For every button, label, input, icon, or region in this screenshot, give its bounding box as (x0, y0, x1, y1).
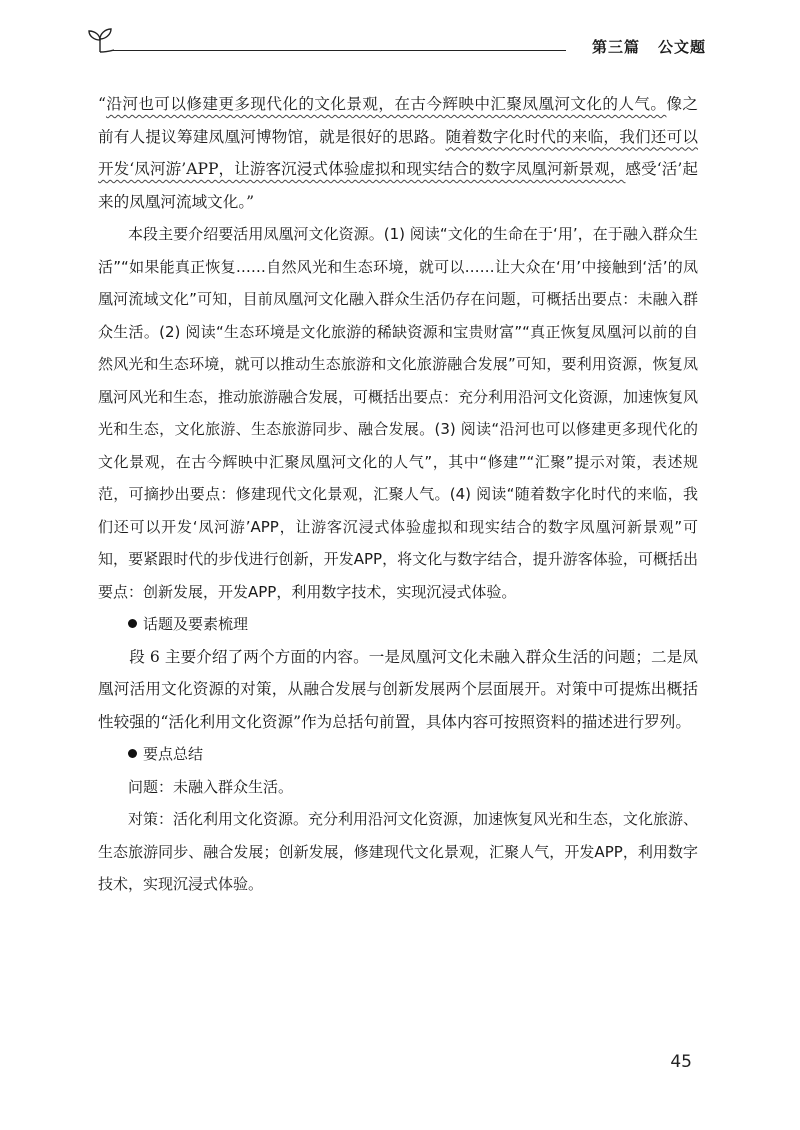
quote-open-mark: “ (98, 95, 106, 113)
quote-plain-1: 像之前有人提议筹建凤凰河博物馆，就是很好的思路。 (98, 95, 698, 146)
header-rule (112, 50, 566, 51)
topic-heading (98, 608, 698, 641)
bullet-dot-icon (128, 749, 137, 758)
summary-heading-text: 要点总结 (143, 745, 204, 763)
bullet-dot-icon (128, 619, 137, 628)
analysis-paragraph: 本段主要介绍要活用凤凰河文化资源。(1) 阅读“文化的生命在于‘用’，在于融入群众生活”“如果能真正恢复……自然风光和生态环境，就可以……让大众在‘用’中接触到‘活’的凤凰河流域文化”可知，目前凤凰河文化融入群众生活仍存在问题，可概括出要点：未融入群众生活。(2) 阅读“生态环境是文化旅游的稀缺资源和宝贵财富”“真正恢复凤凰河以前的自然风光和生态环境，就可以推动生态旅游和文化旅游融合发展”可知，要利用资源，恢复凤凰河风光和生态，推动旅游融合发展，可概括出要点：充分利用沿河文化资源，加速恢复风光和生态，文化旅游、生态旅游同步、融合发展。(3) 阅读“沿河也可以修建更多现代化的文化景观，在古今辉映中汇聚凤凰河文化的人气”，其中“修建”“汇聚”提示对策，表述规范，可摘抄出要点：修建现代文化景观，汇聚人气。(4) 阅读“随着数字化时代的来临，我们还可以开发‘凤河游’APP，让游客沉浸式体验虚拟和现实结合的数字凤凰河新景观”可知，要紧跟时代的步伐进行创新，开发APP，将文化与数字结合，提升游客体验，可概括出要点：创新发展，开发APP，利用数字技术，实现沉浸式体验。 (98, 225, 699, 601)
summary-solution: 对策：活化利用文化资源。充分利用沿河文化资源，加速恢复风光和生态，文化旅游、生态旅游同步、融合发展；创新发展，修建现代文化景观，汇聚人气，开发APP，利用数字技术，实现沉浸式体验。 (98, 810, 699, 893)
summary-heading (98, 738, 698, 771)
main-text (98, 88, 698, 901)
summary-problem: 问题：未融入群众生活。 (128, 777, 294, 796)
sprout-icon (86, 26, 114, 54)
topic-label: 公文题 (657, 38, 706, 56)
topic-paragraph: 段 6 主要介绍了两个方面的内容。一是凤凰河文化未融入群众生活的问题；二是凤凰河活用文化资源的对策，从融合发展与创新发展两个层面展开。对策中可提炼出概括性较强的“活化利用文化资源”作为总括句前置，具体内容可按照资料的描述进行罗列。 (98, 647, 698, 731)
section-label: 第三篇 (591, 38, 640, 56)
topic-heading-text: 话题及要素梳理 (143, 615, 249, 633)
quote-underlined-1: 沿河也可以修建更多现代化的文化景观，在古今辉映中汇聚凤凰河文化的人气。 (105, 95, 667, 113)
page-header (86, 26, 706, 60)
quoted-material (98, 88, 698, 218)
quote-plain-2: 感受‘活’起来的凤凰河流域文化。” (98, 160, 698, 211)
page-number: 45 (670, 1052, 692, 1072)
quote-underlined-2: 随着数字化时代的来临，我们还可以开发‘凤河游’APP，让游客沉浸式体验虚拟和现实结合的数字凤凰河新景观， (98, 127, 698, 178)
chapter-label (592, 36, 706, 57)
